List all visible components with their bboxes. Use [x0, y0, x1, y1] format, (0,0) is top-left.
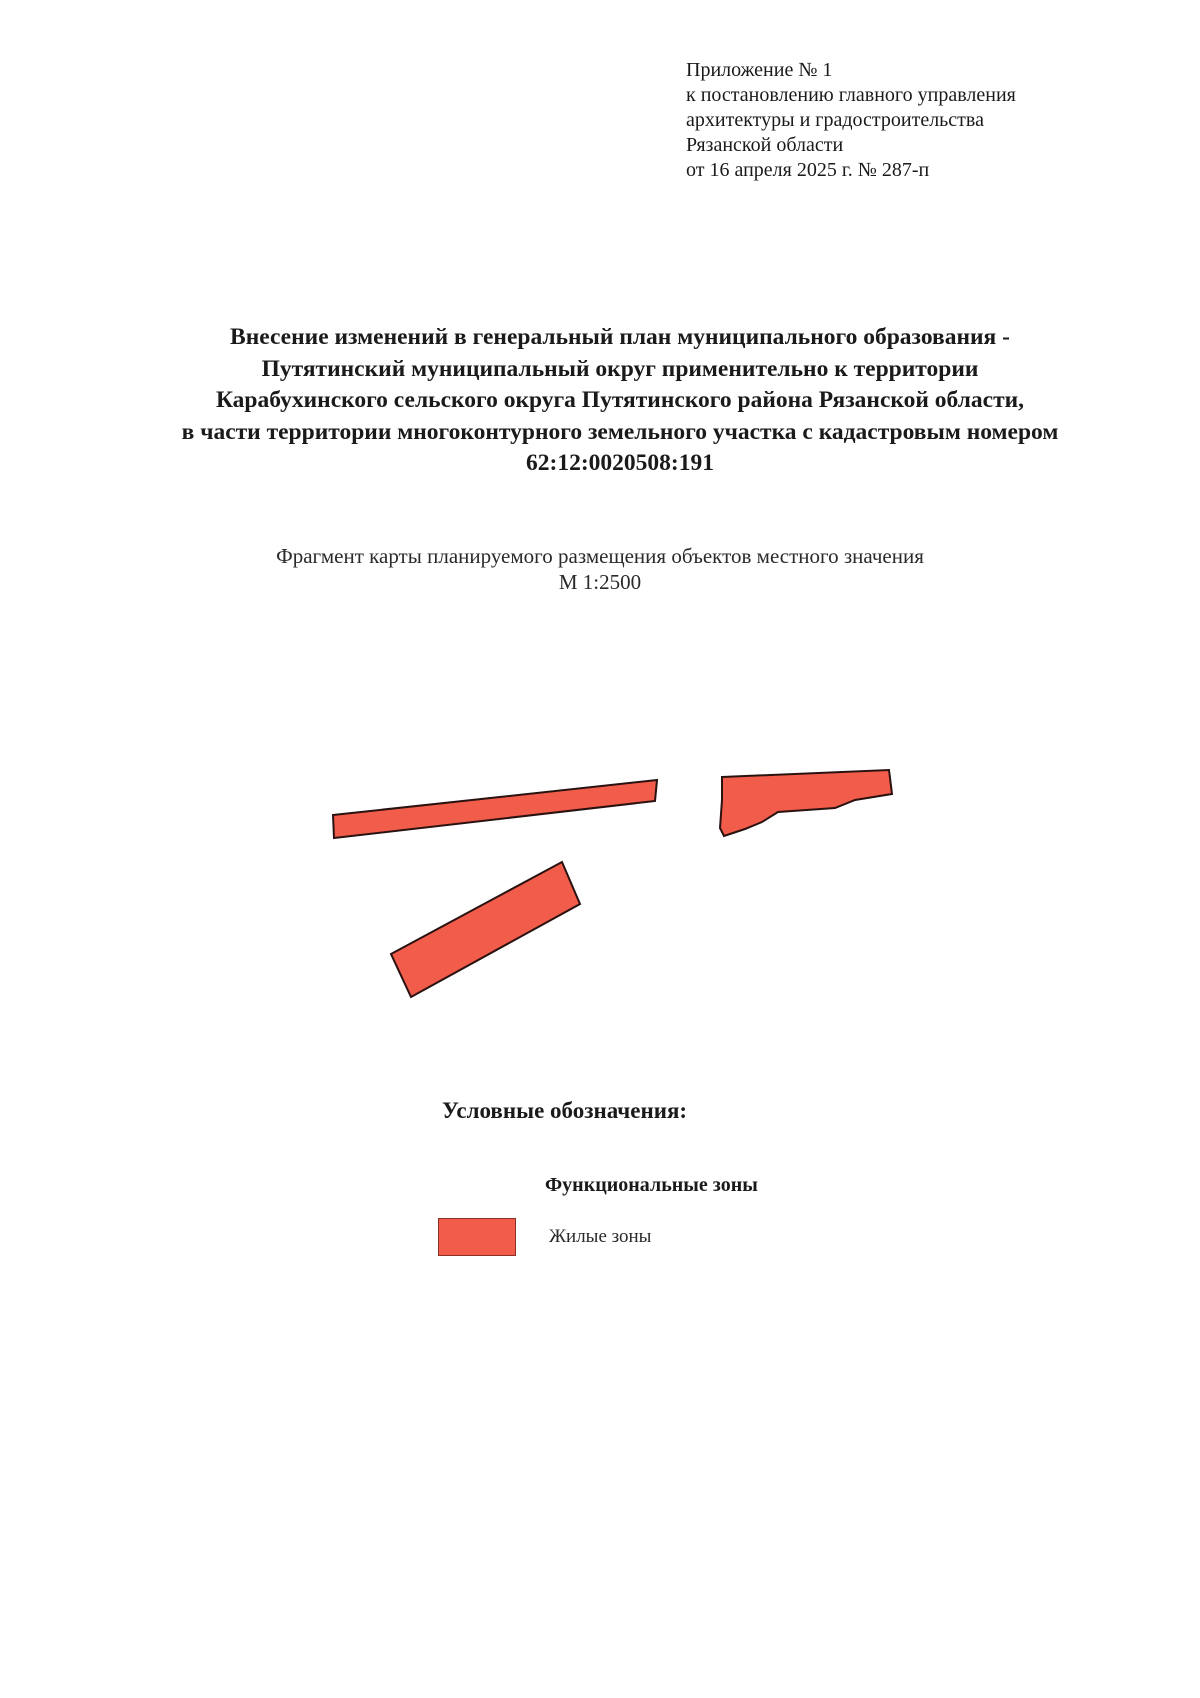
appendix-line: от 16 апреля 2025 г. № 287-п — [686, 159, 930, 181]
legend-swatch-residential — [438, 1218, 516, 1256]
title-line: Внесение изменений в генеральный план муниципального образования - — [230, 324, 1010, 350]
appendix-line: к постановлению главного управления — [686, 84, 1016, 106]
title-line: Карабухинского сельского округа Путятинского района Рязанской области, — [215, 387, 1025, 413]
document-title — [0, 322, 1200, 480]
map-scale: М 1:2500 — [558, 570, 642, 594]
title-line: Путятинский муниципальный округ применительно к территории — [261, 355, 979, 382]
legend-group-title: Функциональные зоны — [545, 1174, 758, 1196]
appendix-line: Рязанской области — [686, 134, 844, 156]
title-line: 62:12:0020508:191 — [526, 450, 714, 476]
residential-zone-parcel-1[interactable] — [333, 780, 657, 838]
legend-title: Условные обозначения: — [442, 1098, 688, 1123]
appendix-block — [686, 58, 1016, 183]
residential-zone-parcel-3[interactable] — [391, 862, 580, 997]
map-name: Фрагмент карты планируемого размещения объектов местного значения — [276, 544, 924, 568]
legend-label-residential: Жилые зоны — [549, 1226, 652, 1247]
map-caption — [0, 543, 1200, 595]
appendix-line: Приложение № 1 — [686, 59, 833, 81]
residential-zone-parcel-2[interactable] — [720, 770, 892, 836]
title-line: в части территории многоконтурного земельного участка с кадастровым номером — [181, 418, 1059, 445]
appendix-line: архитектуры и градостроительства — [686, 109, 984, 131]
